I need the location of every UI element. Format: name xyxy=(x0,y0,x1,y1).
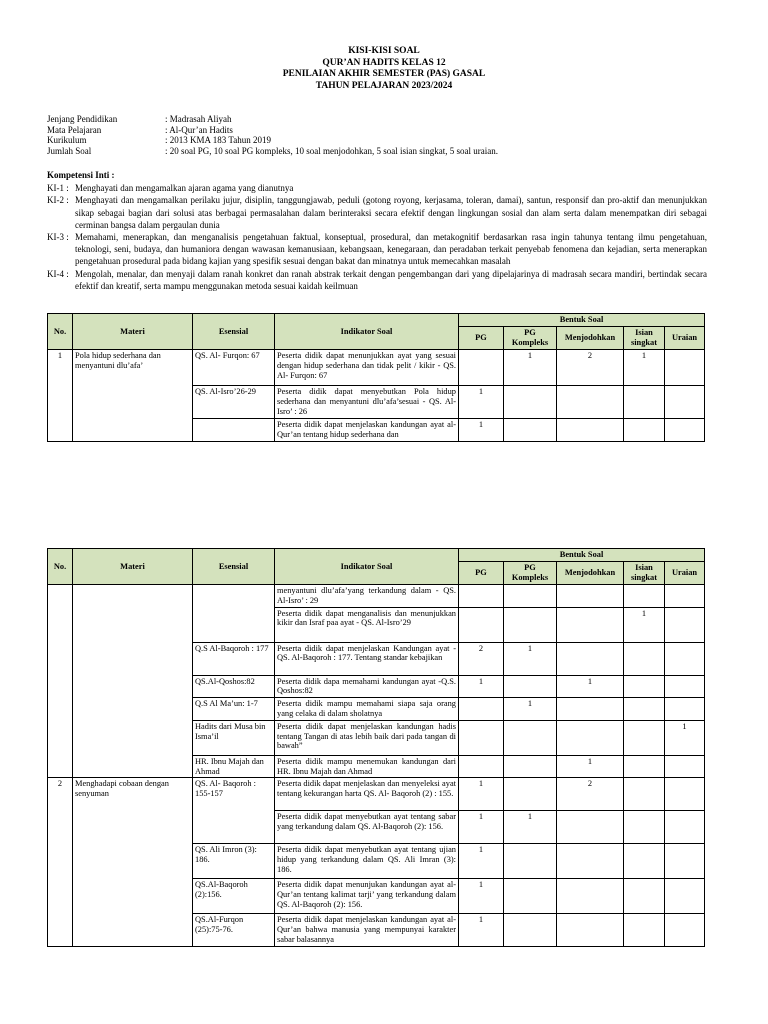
header-isian-singkat: Isian singkat xyxy=(624,327,665,350)
info-row xyxy=(47,125,498,136)
ki-text: Menghayati dan mengamalkan perilaku jujur, disiplin, tanggungjawab, peduli (gotong royong, kerjasama, toleran, damai), santun, responsif dan pro-aktif dan menunjukkan sikap sebagai bagian dari solusi atas berbagai permasalahan dalam berinteraksi secara efektif dengan lingkungan sosial dan alam serta dalam menempatkan diri sebagai cerminan bangsa dalam pergaulan dunia xyxy=(75,195,707,230)
header-uraian: Uraian xyxy=(665,327,705,350)
cell-menjodohkan xyxy=(557,607,624,642)
cell-esensial: QS. Al- Baqoroh : 155-157 xyxy=(193,778,275,844)
cell-menjodohkan: 2 xyxy=(557,778,624,811)
header-uraian: Uraian xyxy=(665,562,705,585)
cell-pg xyxy=(459,698,504,721)
cell-uraian: 1 xyxy=(665,720,705,755)
cell-uraian xyxy=(665,755,705,778)
ki-code: KI-2 : xyxy=(47,195,69,206)
cell-indikator: Peserta didik dapat menjelaskan dan menyeleksi ayat tentang kekurangan harta QS. Al- Baqoroh (2) : 155. xyxy=(275,778,459,811)
title-line-3: PENILAIAN AKHIR SEMESTER (PAS) GASAL xyxy=(282,69,486,79)
cell-isian xyxy=(624,844,665,879)
cell-uraian xyxy=(665,778,705,811)
kisi-table-2 xyxy=(47,548,705,947)
info-row xyxy=(47,135,498,146)
kompetensi-heading: Kompetensi Inti : xyxy=(47,170,115,180)
cell-pg-kompleks xyxy=(504,386,557,419)
info-value: : Al-Qur’an Hadits xyxy=(165,124,233,135)
cell-indikator: Peserta didik dapat menyebutkan Pola hidup sederhana dan menyantuni dlu’afa’sesuai - QS. Al-Isro’ : 26 xyxy=(275,386,459,419)
info-row xyxy=(47,146,498,157)
info-label: Mata Pelajaran xyxy=(47,124,102,135)
header-bentuk-soal: Bentuk Soal xyxy=(459,314,705,327)
cell-menjodohkan xyxy=(557,914,624,947)
header-pg: PG xyxy=(459,327,504,350)
header-bentuk-soal: Bentuk Soal xyxy=(459,549,705,562)
cell-pg-kompleks xyxy=(504,914,557,947)
cell-indikator: Peserta didik mampu menemukan kandungan dari HR. Ibnu Majah dan Ahmad xyxy=(275,755,459,778)
cell-indikator: Peserta didik dapat menjelaskan kandungan ayat al-Qur’an tentang hidup sederhana dan xyxy=(275,419,459,442)
cell-pg: 1 xyxy=(459,386,504,419)
cell-isian xyxy=(624,811,665,844)
info-label: Jenjang Pendidikan xyxy=(47,114,118,124)
cell-esensial: Hadits dari Musa bin Isma’il xyxy=(193,720,275,755)
cell-uraian xyxy=(665,419,705,442)
cell-pg-kompleks: 1 xyxy=(504,698,557,721)
cell-materi xyxy=(73,585,193,778)
info-value: : 20 soal PG, 10 soal PG kompleks, 10 soal menjodohkan, 5 soal isian singkat, 5 soal uraian. xyxy=(165,145,498,156)
cell-menjodohkan xyxy=(557,879,624,914)
cell-pg-kompleks xyxy=(504,720,557,755)
cell-pg-kompleks: 1 xyxy=(504,350,557,386)
cell-uraian xyxy=(665,698,705,721)
cell-indikator: Peserta didik dapat menunjukan kandungan ayat al-Qur’an tentang kalimat tarji’ yang terkandung dalam QS. Al-Baqoroh (2): 156. xyxy=(275,879,459,914)
cell-uraian xyxy=(665,386,705,419)
cell-uraian xyxy=(665,675,705,698)
info-row xyxy=(47,114,498,125)
cell-pg-kompleks xyxy=(504,879,557,914)
info-label: Kurikulum xyxy=(47,135,87,145)
cell-isian xyxy=(624,585,665,608)
header-no: No. xyxy=(48,549,73,585)
table-row xyxy=(48,350,705,386)
header-pg-kompleks: PG Kompleks xyxy=(504,327,557,350)
ki-item xyxy=(47,268,707,292)
cell-no: 2 xyxy=(48,778,73,947)
cell-pg-kompleks xyxy=(504,755,557,778)
cell-pg-kompleks: 1 xyxy=(504,811,557,844)
cell-menjodohkan xyxy=(557,585,624,608)
cell-pg xyxy=(459,755,504,778)
cell-menjodohkan xyxy=(557,386,624,419)
cell-isian: 1 xyxy=(624,350,665,386)
cell-pg-kompleks xyxy=(504,778,557,811)
cell-menjodohkan xyxy=(557,698,624,721)
header-menjodohkan: Menjodohkan xyxy=(557,562,624,585)
document-info xyxy=(47,114,498,156)
cell-esensial xyxy=(193,585,275,643)
cell-pg-kompleks: 1 xyxy=(504,642,557,675)
table-row xyxy=(48,585,705,608)
kisi-table-1 xyxy=(47,313,705,442)
cell-menjodohkan xyxy=(557,811,624,844)
cell-isian: 1 xyxy=(624,607,665,642)
cell-esensial: QS. Al- Furqon: 67 xyxy=(193,350,275,386)
cell-uraian xyxy=(665,585,705,608)
cell-isian xyxy=(624,755,665,778)
title-line-2: QUR’AN HADITS KELAS 12 xyxy=(322,57,446,68)
cell-isian xyxy=(624,419,665,442)
cell-uraian xyxy=(665,350,705,386)
cell-esensial: QS. Ali Imron (3): 186. xyxy=(193,844,275,879)
cell-indikator: Peserta didik dapat menyebutkan ayat tentang sabar yang terkandung dalam QS. Al-Baqoroh (2): 156. xyxy=(275,811,459,844)
cell-esensial xyxy=(193,419,275,442)
cell-pg: 1 xyxy=(459,419,504,442)
ki-item xyxy=(47,182,707,194)
cell-isian xyxy=(624,386,665,419)
cell-isian xyxy=(624,879,665,914)
cell-esensial: QS.Al-Baqoroh (2):156. xyxy=(193,879,275,914)
cell-menjodohkan xyxy=(557,720,624,755)
ki-item xyxy=(47,194,707,231)
cell-menjodohkan: 1 xyxy=(557,675,624,698)
cell-indikator: Peserta didik dapat menjelaskan kandungan ayat al-Qur’an bahwa manusia yang mempunyai karakter sabar balasannya xyxy=(275,914,459,947)
cell-isian xyxy=(624,720,665,755)
cell-menjodohkan xyxy=(557,844,624,879)
cell-pg-kompleks xyxy=(504,607,557,642)
cell-pg xyxy=(459,720,504,755)
cell-indikator: menyantuni dlu’afa’yang terkandung dalam - QS. Al-Isro’ : 29 xyxy=(275,585,459,608)
cell-menjodohkan xyxy=(557,419,624,442)
cell-pg: 2 xyxy=(459,642,504,675)
cell-materi: Pola hidup sederhana dan menyantuni dlu’afa’ xyxy=(73,350,193,442)
cell-uraian xyxy=(665,879,705,914)
ki-text: Memahami, menerapkan, dan menganalisis pengetahuan faktual, konseptual, prosedural, dan metakognitif berdasarkan rasa ingin tahunya tentang ilmu pengetahuan, teknologi, seni, budaya, dan humaniora dengan wawasan kemanusiaan, kebangsaan, kenegaraan, dan peradaban terkait penyebab fenomena dan kejadian, serta menerapkan pengetahuan prosedural pada bidang kajian yang spesifik sesuai dengan bakat dan minatnya untuk memecahkan masalah xyxy=(75,232,707,267)
ki-code: KI-3 : xyxy=(47,232,69,243)
cell-no xyxy=(48,585,73,778)
cell-pg xyxy=(459,350,504,386)
cell-pg-kompleks xyxy=(504,675,557,698)
document-title xyxy=(0,46,768,92)
info-value: : Madrasah Aliyah xyxy=(165,114,232,124)
cell-uraian xyxy=(665,642,705,675)
header-materi: Materi xyxy=(73,549,193,585)
cell-esensial: QS. Al-Isro’26-29 xyxy=(193,386,275,419)
ki-text: Menghayati dan mengamalkan ajaran agama yang dianutnya xyxy=(75,183,294,194)
cell-isian xyxy=(624,778,665,811)
cell-esensial: Q.S Al-Baqoroh : 177 xyxy=(193,642,275,675)
cell-pg-kompleks xyxy=(504,419,557,442)
table-row xyxy=(48,778,705,811)
cell-pg xyxy=(459,585,504,608)
header-materi: Materi xyxy=(73,314,193,350)
cell-pg xyxy=(459,607,504,642)
cell-pg: 1 xyxy=(459,675,504,698)
cell-indikator: Peserta didik dapa memahami kandungan ayat -Q.S. Qoshos:82 xyxy=(275,675,459,698)
cell-pg-kompleks xyxy=(504,844,557,879)
info-value: : 2013 KMA 183 Tahun 2019 xyxy=(165,135,271,145)
cell-isian xyxy=(624,698,665,721)
cell-esensial: QS.Al-Qoshos:82 xyxy=(193,675,275,698)
cell-esensial: QS.Al-Furqon (25):75-76. xyxy=(193,914,275,947)
cell-uraian xyxy=(665,914,705,947)
cell-uraian xyxy=(665,811,705,844)
cell-indikator: Peserta didik dapat menjelaskan Kandungan ayat - QS. Al-Baqoroh : 177. Tentang standar kebajikan xyxy=(275,642,459,675)
cell-isian xyxy=(624,642,665,675)
ki-text: Mengolah, menalar, dan menyaji dalam ranah konkret dan ranah abstrak terkait dengan pengembangan dari yang dipelajarinya di madrasah secara mandiri, bertindak secara efektif dan kreatif, serta mampu menggunakan metoda sesuai kaidah keilmuan xyxy=(75,268,707,291)
info-label: Jumlah Soal xyxy=(47,145,92,156)
cell-isian xyxy=(624,675,665,698)
header-indikator: Indikator Soal xyxy=(275,314,459,350)
cell-esensial: Q.S Al Ma’un: 1-7 xyxy=(193,698,275,721)
ki-code: KI-1 : xyxy=(47,183,69,194)
cell-indikator: Peserta didik dapat menunjukkan ayat yang sesuai dengan hidup sederhana dan tidak pelit / kikir - QS. Al- Furqon: 67 xyxy=(275,350,459,386)
cell-pg: 1 xyxy=(459,914,504,947)
cell-uraian xyxy=(665,607,705,642)
cell-indikator: Peserta didik dapat menjelaskan kandungan hadis tentang Tangan di atas lebih baik dari pada tangan di bawah” xyxy=(275,720,459,755)
cell-uraian xyxy=(665,844,705,879)
header-isian-singkat: Isian singkat xyxy=(624,562,665,585)
header-pg-kompleks: PG Kompleks xyxy=(504,562,557,585)
cell-pg-kompleks xyxy=(504,585,557,608)
title-line-4: TAHUN PELAJARAN 2023/2024 xyxy=(315,80,453,91)
header-no: No. xyxy=(48,314,73,350)
ki-code: KI-4 : xyxy=(47,268,69,279)
cell-pg: 1 xyxy=(459,778,504,811)
cell-indikator: Peserta didik dapat menganalisis dan menunjukkan kikir dan Israf paa ayat - QS. Al-Isro’29 xyxy=(275,607,459,642)
kompetensi-inti xyxy=(47,169,707,292)
header-pg: PG xyxy=(459,562,504,585)
cell-no: 1 xyxy=(48,350,73,442)
cell-menjodohkan xyxy=(557,642,624,675)
cell-materi: Menghadapi cobaan dengan senyuman xyxy=(73,778,193,947)
cell-menjodohkan: 1 xyxy=(557,755,624,778)
cell-isian xyxy=(624,914,665,947)
header-esensial: Esensial xyxy=(193,314,275,350)
cell-menjodohkan: 2 xyxy=(557,350,624,386)
ki-item xyxy=(47,231,707,268)
header-esensial: Esensial xyxy=(193,549,275,585)
cell-indikator: Peserta didik dapat menyebutkan ayat tentang ujian hidup yang terkandung dalam QS. Ali Imran (3): 186. xyxy=(275,844,459,879)
title-line-1: KISI-KISI SOAL xyxy=(348,46,420,56)
cell-pg: 1 xyxy=(459,844,504,879)
cell-pg: 1 xyxy=(459,811,504,844)
cell-esensial: HR. Ibnu Majah dan Ahmad xyxy=(193,755,275,778)
cell-indikator: Peserta didik mampu memahami siapa saja orang yang celaka di dalam sholatnya xyxy=(275,698,459,721)
header-indikator: Indikator Soal xyxy=(275,549,459,585)
header-menjodohkan: Menjodohkan xyxy=(557,327,624,350)
cell-pg: 1 xyxy=(459,879,504,914)
